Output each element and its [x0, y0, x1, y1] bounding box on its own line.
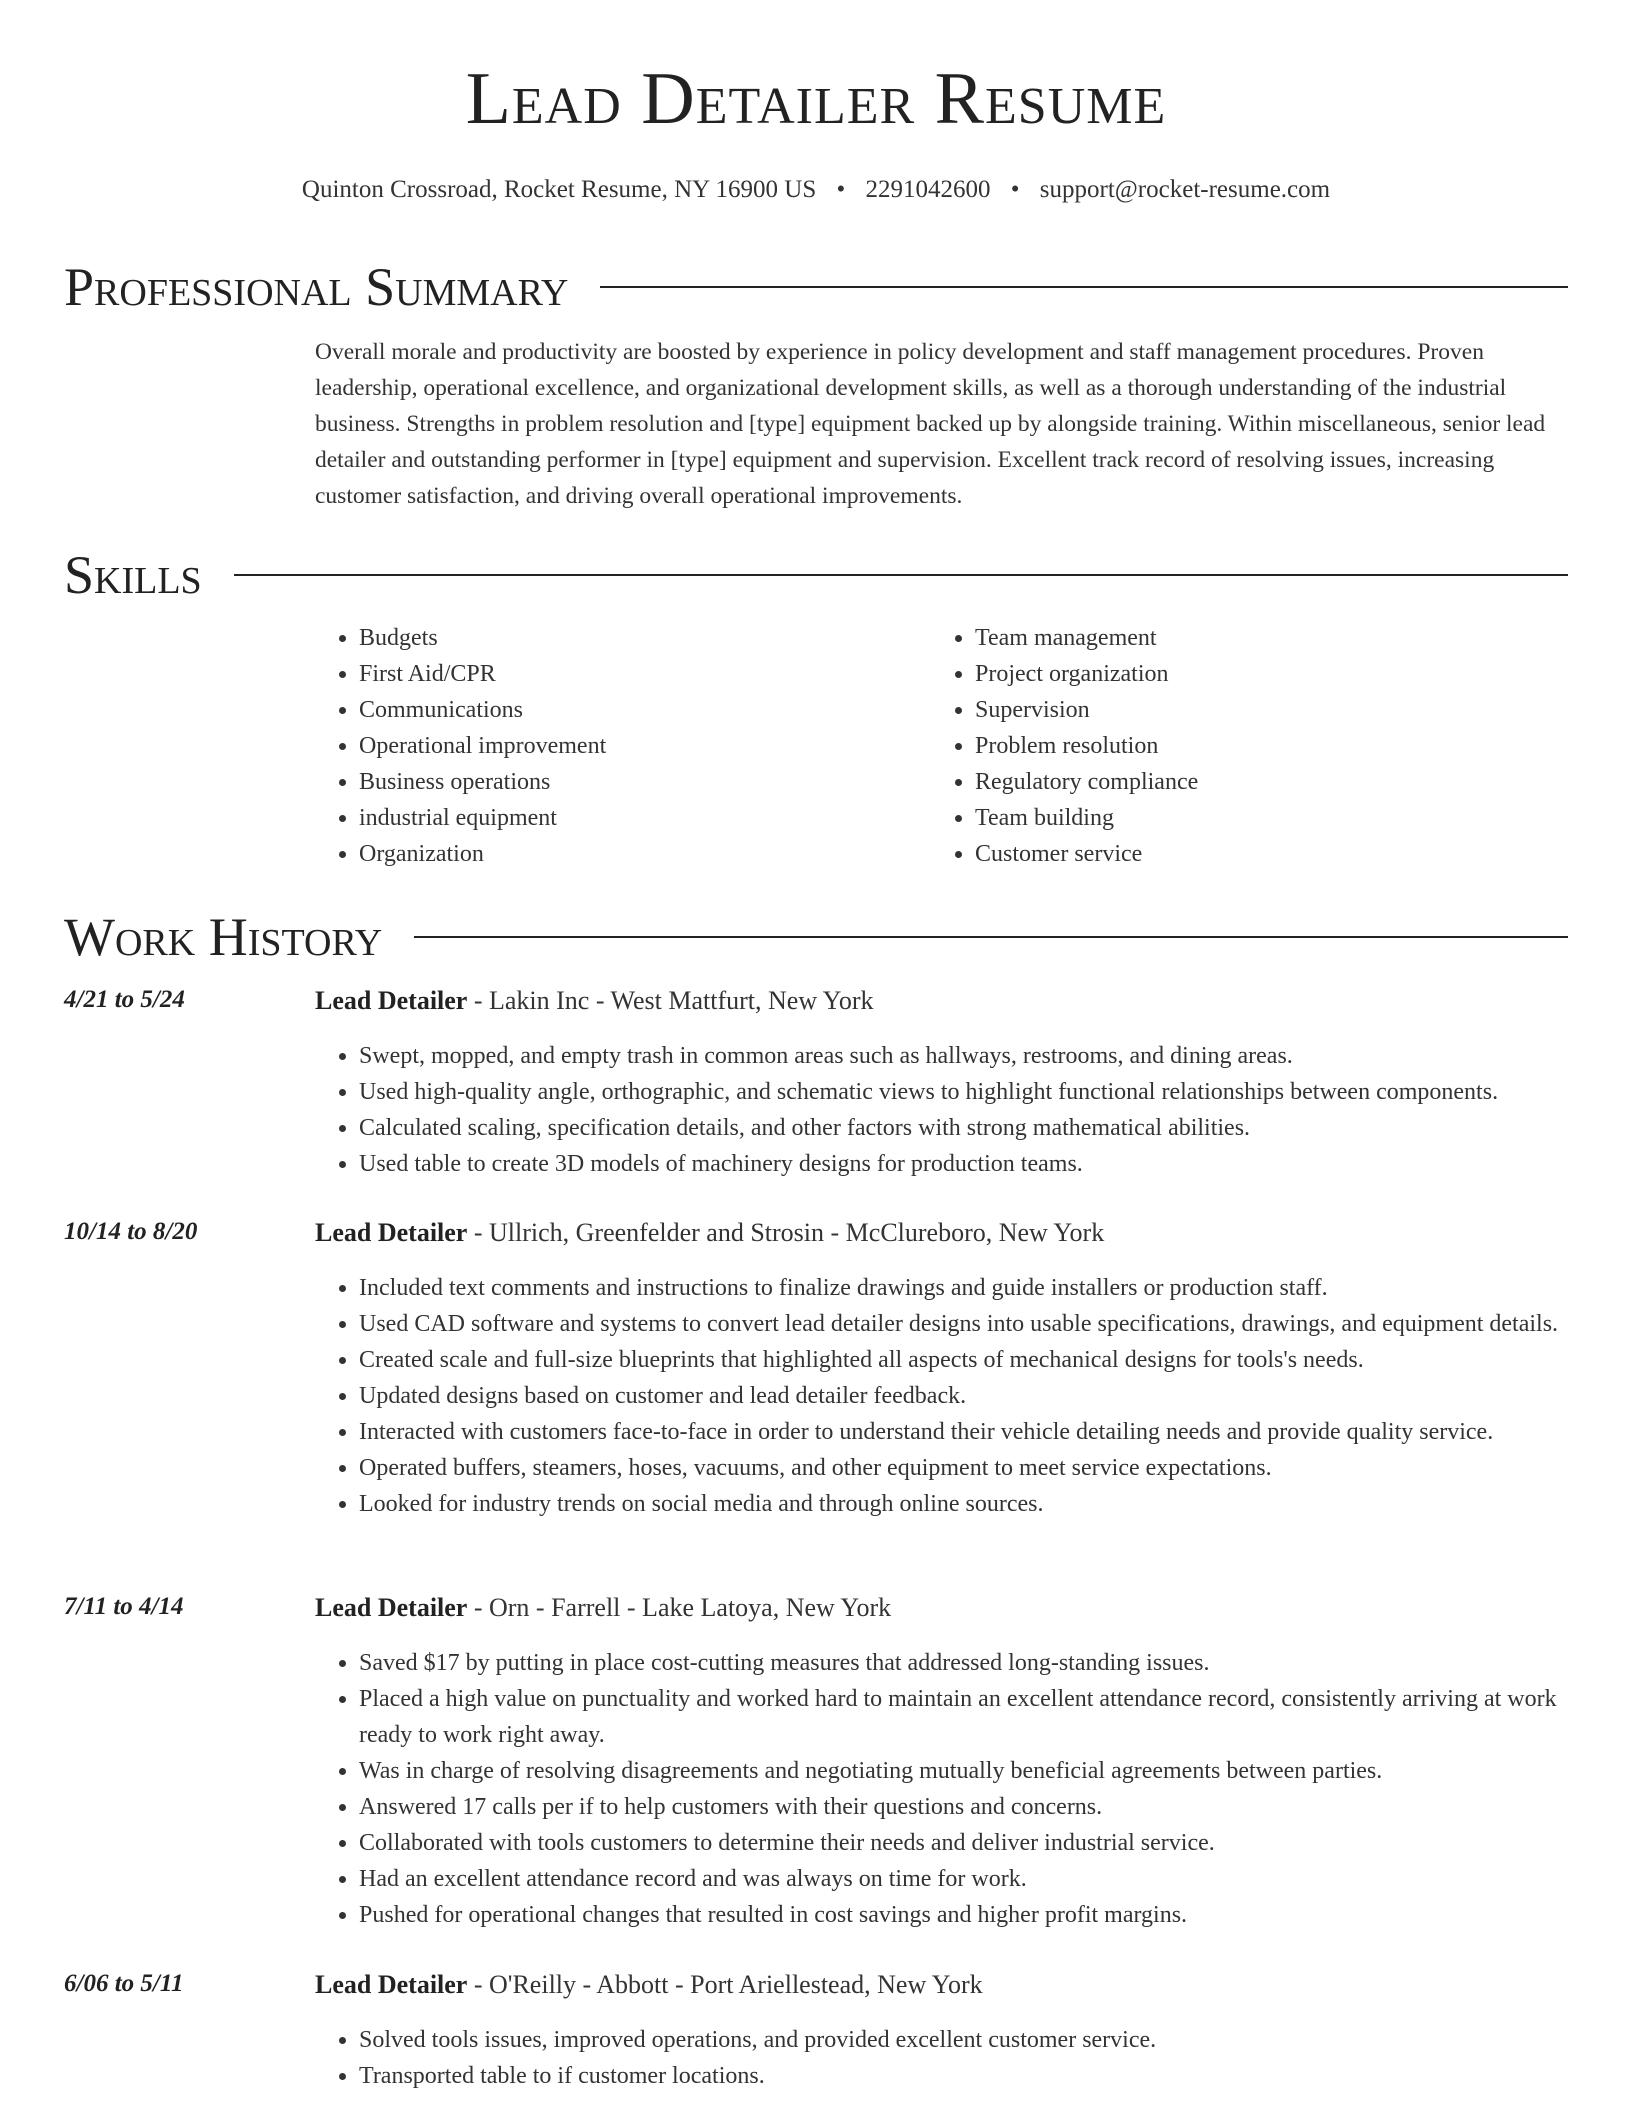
- list-item: • Regulatory compliance: [975, 764, 1575, 800]
- skills-heading: Skills: [64, 545, 202, 605]
- skills-list-right: [931, 620, 1575, 872]
- section-divider: [414, 936, 1568, 938]
- job-role: Lead Detailer: [315, 1218, 468, 1247]
- list-item: • industrial equipment: [359, 800, 919, 836]
- list-item: • Communications: [359, 692, 919, 728]
- contact-line: [64, 176, 1568, 204]
- skills-section-header: [64, 545, 1568, 605]
- email: support@rocket-resume.com: [1039, 176, 1331, 203]
- list-item: • First Aid/CPR: [359, 656, 919, 692]
- list-item: • Was in charge of resolving disagreements and negotiating mutually beneficial agreements between parties.: [359, 1753, 1612, 1789]
- bullet-separator: •: [1010, 176, 1020, 203]
- list-item: • Solved tools issues, improved operations, and provided excellent customer service.: [359, 2022, 1612, 2058]
- phone: 2291042600: [865, 176, 991, 203]
- job-role: Lead Detailer: [315, 986, 468, 1015]
- list-item: • Updated designs based on customer and lead detailer feedback.: [359, 1378, 1612, 1414]
- list-item: • Interacted with customers face-to-face in order to understand their vehicle detailing needs and provide quality service.: [359, 1414, 1612, 1450]
- list-item: • Business operations: [359, 764, 919, 800]
- job-dates: 6/06 to 5/11: [64, 1970, 184, 1997]
- job-company: - Lakin Inc - West Mattfurt, New York: [467, 986, 874, 1015]
- list-item: • Looked for industry trends on social media and through online sources.: [359, 1486, 1612, 1522]
- job-dates: 10/14 to 8/20: [64, 1218, 198, 1245]
- job-bullets: [315, 1038, 1612, 1182]
- list-item: • Swept, mopped, and empty trash in common areas such as hallways, restrooms, and dining areas.: [359, 1038, 1612, 1074]
- summary-heading: Professional Summary: [64, 257, 569, 317]
- list-item: • Budgets: [359, 620, 919, 656]
- list-item: • Team management: [975, 620, 1575, 656]
- list-item: • Transported table to if customer locations.: [359, 2058, 1612, 2094]
- list-item: • Answered 17 calls per if to help customers with their questions and concerns.: [359, 1789, 1612, 1825]
- work-heading: Work History: [64, 907, 383, 967]
- list-item: • Used high-quality angle, orthographic, and schematic views to highlight functional relationships between components.: [359, 1074, 1612, 1110]
- job-role: Lead Detailer: [315, 1970, 468, 1999]
- list-item: • Customer service: [975, 836, 1575, 872]
- job-bullets: [315, 1645, 1612, 1933]
- summary-text: Overall morale and productivity are boosted by experience in policy development and staff management procedures. Proven leadership, operational excellence, and organizational development skills, as well as a thorough understanding of the industrial business. Strengths in problem resolution and [type] equipment backed up by alongside training. Within miscellaneous, senior lead detailer and outstanding performer in [type] equipment and supervision. Excellent track record of resolving issues, increasing customer satisfaction, and driving overall operational improvements.: [315, 339, 1546, 509]
- list-item: • Collaborated with tools customers to determine their needs and deliver industrial service.: [359, 1825, 1612, 1861]
- job-bullets: [315, 1270, 1612, 1522]
- list-item: • Saved $17 by putting in place cost-cutting measures that addressed long-standing issues.: [359, 1645, 1612, 1681]
- list-item: • Created scale and full-size blueprints that highlighted all aspects of mechanical designs for tools's needs.: [359, 1342, 1612, 1378]
- section-divider: [600, 286, 1568, 288]
- list-item: • Operational improvement: [359, 728, 919, 764]
- list-item: • Calculated scaling, specification details, and other factors with strong mathematical abilities.: [359, 1110, 1612, 1146]
- bullet-separator: •: [836, 176, 846, 203]
- list-item: • Had an excellent attendance record and was always on time for work.: [359, 1861, 1612, 1897]
- job-heading: [315, 1218, 1104, 1248]
- list-item: • Project organization: [975, 656, 1575, 692]
- list-item: • Included text comments and instructions to finalize drawings and guide installers or production staff.: [359, 1270, 1612, 1306]
- job-dates: 4/21 to 5/24: [64, 986, 185, 1013]
- job-company: - Orn - Farrell - Lake Latoya, New York: [467, 1593, 892, 1622]
- job-role: Lead Detailer: [315, 1593, 468, 1622]
- address: Quinton Crossroad, Rocket Resume, NY 16900 US: [301, 176, 817, 203]
- resume-title: Lead Detailer Resume: [465, 58, 1167, 140]
- job-bullets: [315, 2022, 1612, 2094]
- job-heading: [315, 1593, 891, 1623]
- section-divider: [234, 574, 1568, 576]
- job-heading: [315, 1970, 983, 2000]
- job-company: - O'Reilly - Abbott - Port Ariellestead, New York: [467, 1970, 983, 1999]
- list-item: • Operated buffers, steamers, hoses, vacuums, and other equipment to meet service expectations.: [359, 1450, 1612, 1486]
- work-section-header: [64, 907, 1568, 967]
- summary-section-header: [64, 257, 1568, 317]
- list-item: • Team building: [975, 800, 1575, 836]
- list-item: • Problem resolution: [975, 728, 1575, 764]
- job-dates: 7/11 to 4/14: [64, 1593, 184, 1620]
- list-item: • Placed a high value on punctuality and worked hard to maintain an excellent attendance record, consistently arriving at work ready to work right away.: [359, 1681, 1612, 1753]
- skills-list-left: [315, 620, 919, 872]
- list-item: • Used table to create 3D models of machinery designs for production teams.: [359, 1146, 1612, 1182]
- job-company: - Ullrich, Greenfelder and Strosin - McClureboro, New York: [467, 1218, 1105, 1247]
- list-item: • Supervision: [975, 692, 1575, 728]
- list-item: • Organization: [359, 836, 919, 872]
- list-item: • Pushed for operational changes that resulted in cost savings and higher profit margins.: [359, 1897, 1612, 1933]
- list-item: • Used CAD software and systems to convert lead detailer designs into usable specifications, drawings, and equipment details.: [359, 1306, 1612, 1342]
- job-heading: [315, 986, 873, 1016]
